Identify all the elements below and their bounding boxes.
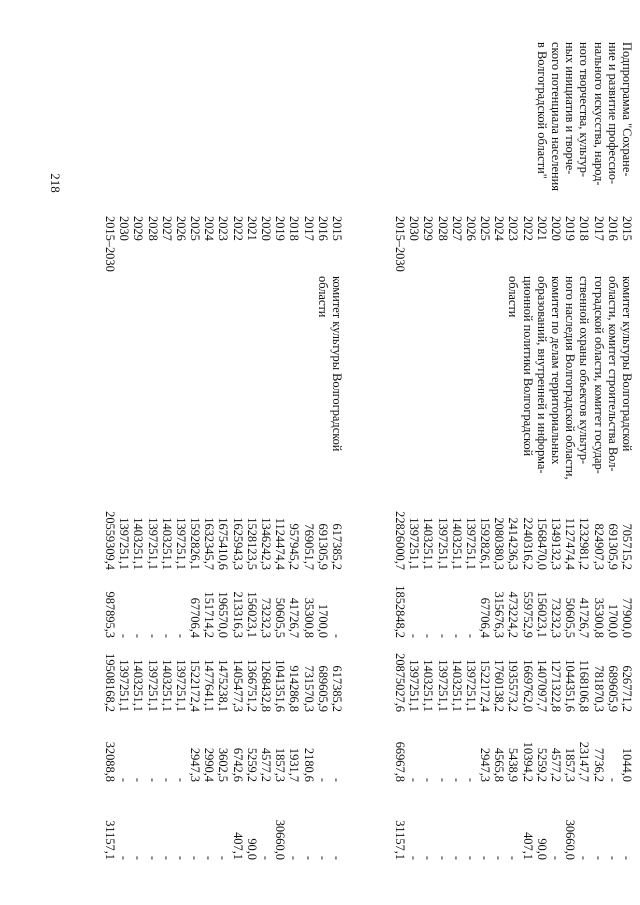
federal-cell: - [173,633,188,638]
total-cell: 1397251,1 [435,517,450,570]
extra-cell: - [449,855,464,860]
block2-extra [103,802,344,860]
total-cell: 1346242,3 [259,517,274,570]
executor-line: образований, внутренней и информа- [534,276,549,474]
total-cell: 1675410,6 [216,517,231,570]
executor-line: области [506,276,521,318]
local-cell: - [435,777,450,782]
federal-cell: 41726,7 [287,597,302,638]
executor-line: ственной охраны объектов культур- [577,276,592,465]
year-cell: 2018 [287,216,302,241]
total-cell: 1592826,1 [188,517,203,570]
regional-cell: 1403251,1 [131,659,146,712]
regional-cell: 20875027,6 [393,653,407,712]
block2-executor [316,276,344,498]
regional-cell: 731570,3 [301,665,316,712]
extra-cell: - [202,855,217,860]
total-cell: 2414236,3 [506,517,521,570]
local-cell: 32088,8 [103,741,117,782]
regional-cell: 1366751,2 [244,659,259,712]
local-cell: - [449,777,464,782]
regional-cell: 1397251,1 [435,659,450,712]
federal-cell: 41726,7 [577,597,592,638]
federal-cell: 67706,4 [188,597,203,638]
regional-cell: 1407097,7 [534,659,549,712]
local-cell: 2947,3 [478,747,493,782]
year-cell: 2015–2030 [103,216,117,272]
total-cell: 1397251,1 [407,517,422,570]
year-cell: 2030 [407,216,422,241]
year-cell: 2020 [549,216,564,241]
federal-cell: 1852848,2 [393,585,407,638]
year-cell: 2021 [534,216,549,241]
local-cell: - [131,777,146,782]
total-cell: 2080380,3 [492,517,507,570]
block1-local [393,720,634,782]
federal-cell: 73232,3 [549,597,564,638]
total-cell: 1592826,1 [478,517,493,570]
block2-total [103,502,344,570]
local-cell: - [117,777,132,782]
executor-line: комитет культуры Волгоградской [330,276,344,452]
extra-cell: - [131,855,146,860]
federal-cell: 315676,3 [492,591,507,638]
year-cell: 2024 [202,216,217,241]
extra-cell: - [549,855,564,860]
year-cell: 2019 [273,216,288,241]
rotated-table-page [80,40,640,880]
federal-cell: 50605,5 [563,597,578,638]
total-cell: 1397251,1 [117,517,132,570]
extra-cell: - [301,855,316,860]
year-cell: 2022 [230,216,245,241]
federal-cell: - [145,633,160,638]
year-cell: 2020 [259,216,274,241]
federal-cell: 35300,8 [591,597,606,638]
local-cell: 5438,9 [506,747,521,782]
extra-cell: - [591,855,606,860]
executor-line: гоградской области, комитет государ- [591,276,606,474]
total-cell: 691305,9 [315,523,330,570]
federal-cell: - [435,633,450,638]
extra-cell: - [117,855,132,860]
year-cell: 2028 [145,216,160,241]
regional-cell: 1669762,0 [520,659,535,712]
total-cell: 769051,7 [301,523,316,570]
year-cell: 2024 [492,216,507,241]
year-cell: 2016 [605,216,620,241]
regional-cell: 1475238,1 [216,659,231,712]
total-cell: 1403251,1 [131,517,146,570]
local-cell: 5259,2 [534,747,549,782]
total-cell: 957945,2 [287,523,302,570]
total-cell: 1397251,1 [145,517,160,570]
year-cell: 2022 [520,216,535,241]
extra-cell: - [478,855,493,860]
year-cell: 2023 [506,216,521,241]
regional-cell: 1403251,1 [421,659,436,712]
regional-cell: 1935573,2 [506,659,521,712]
year-cell: 2025 [478,216,493,241]
regional-cell: 689605,9 [315,665,330,712]
total-cell: 617385,2 [330,523,344,570]
year-cell: 2030 [117,216,132,241]
total-cell: 1124474,4 [273,517,288,570]
year-cell: 2027 [159,216,174,241]
local-cell: 4577,2 [549,747,564,782]
total-cell: 2240316,2 [520,517,535,570]
federal-cell: 1700,0 [605,603,620,638]
total-cell: 1397251,1 [173,517,188,570]
regional-cell: 1760138,2 [492,659,507,712]
extra-cell: - [506,855,521,860]
year-cell: 2029 [421,216,436,241]
extra-cell: - [259,855,274,860]
year-cell: 2018 [577,216,592,241]
extra-cell: - [577,855,592,860]
extra-cell: 30660,0 [563,819,578,860]
regional-cell: 689605,9 [605,665,620,712]
year-cell: 2015 [620,216,634,241]
federal-cell: - [449,633,464,638]
year-cell: 2015 [330,216,344,241]
year-cell: 2017 [591,216,606,241]
subprogram-line: нального искусства, народ- [591,42,606,186]
extra-cell: 31157,1 [393,820,407,860]
local-cell: 66967,8 [393,741,407,782]
local-cell: - [463,777,478,782]
year-cell: 2021 [244,216,259,241]
regional-cell: 1168106,8 [577,659,592,712]
extra-cell: 407,1 [520,832,535,860]
local-cell: 4577,2 [259,747,274,782]
extra-cell: - [188,855,203,860]
federal-cell: - [159,633,174,638]
federal-cell: 151714,2 [202,591,217,638]
local-cell: 2180,6 [301,747,316,782]
federal-cell: - [117,633,132,638]
extra-cell: - [173,855,188,860]
local-cell: 23147,7 [577,741,592,782]
total-cell: 1397251,1 [463,517,478,570]
federal-cell: 156023,1 [534,591,549,638]
local-cell: 3602,5 [216,747,231,782]
extra-cell: 90,0 [534,838,549,860]
extra-cell: - [330,855,344,860]
local-cell: 1044,0 [620,747,634,782]
regional-cell: 1397251,1 [407,659,422,712]
local-cell: 1857,3 [273,747,288,782]
year-cell: 2019 [563,216,578,241]
subprogram-line: в Волгоградской области" [534,42,549,179]
regional-cell: 1397251,1 [463,659,478,712]
extra-cell: 30660,0 [273,819,288,860]
federal-cell: 196570,0 [216,591,231,638]
year-cell: 2016 [315,216,330,241]
total-cell: 1632345,7 [202,517,217,570]
total-cell: 1403251,1 [421,517,436,570]
regional-cell: 1403251,1 [159,659,174,712]
executor-line: области [315,276,330,318]
total-cell: 1403251,1 [159,517,174,570]
extra-cell: - [463,855,478,860]
regional-cell: 1268432,8 [259,659,274,712]
local-cell: 2947,3 [188,747,203,782]
executor-line: области, комитет строительства Вол- [605,276,620,472]
regional-cell: 1522172,4 [478,659,493,712]
federal-cell: 73232,3 [259,597,274,638]
local-cell: 1931,7 [287,747,302,782]
total-cell: 1528123,5 [244,517,259,570]
block1-extra [393,802,634,860]
block1-regional [393,638,634,712]
block2-local [103,720,344,782]
local-cell: 4565,8 [492,747,507,782]
total-cell: 1568470,0 [534,517,549,570]
federal-cell: - [407,633,422,638]
regional-cell: 19508168,2 [103,653,117,712]
block2-years [103,216,344,272]
federal-cell: 1700,0 [315,603,330,638]
federal-cell: - [131,633,146,638]
block1-total [393,502,634,570]
page-number: 218 [48,173,63,193]
federal-cell: - [330,633,344,638]
extra-cell: - [407,855,422,860]
total-cell: 1403251,1 [449,517,464,570]
local-cell: 6742,6 [230,747,245,782]
federal-cell: 50605,5 [273,597,288,638]
local-cell: 2990,4 [202,747,217,782]
regional-cell: 914286,8 [287,665,302,712]
federal-cell: 67706,4 [478,597,493,638]
regional-cell: 1041351,6 [273,659,288,712]
year-cell: 2027 [449,216,464,241]
local-cell: 10394,2 [520,741,535,782]
federal-cell: 156023,1 [244,591,259,638]
regional-cell: 626771,2 [620,665,634,712]
local-cell: 1857,3 [563,747,578,782]
total-cell: 705715,2 [620,523,634,570]
local-cell: - [173,777,188,782]
federal-cell: 473224,2 [506,591,521,638]
extra-cell: - [605,855,620,860]
year-cell: 2026 [173,216,188,241]
extra-cell: - [287,855,302,860]
local-cell: - [421,777,436,782]
subprogram-line: ского потенциала населения [549,42,564,191]
federal-cell: 213316,3 [230,591,245,638]
extra-cell: - [421,855,436,860]
year-cell: 2023 [216,216,231,241]
regional-cell: 1044351,6 [563,659,578,712]
regional-cell: 1397251,1 [117,659,132,712]
total-cell: 1232981,2 [577,517,592,570]
year-cell: 2028 [435,216,450,241]
local-cell: - [407,777,422,782]
year-cell: 2026 [463,216,478,241]
local-cell: - [605,777,620,782]
subprogram-line: Подпрограмма "Сохране- [620,42,634,177]
total-cell: 22826000,7 [393,511,407,570]
extra-cell: - [435,855,450,860]
total-cell: 1349132,3 [549,517,564,570]
year-cell: 2017 [301,216,316,241]
regional-cell: 1522172,4 [188,659,203,712]
extra-cell: - [145,855,160,860]
total-cell: 1127474,4 [563,517,578,570]
regional-cell: 1397251,1 [173,659,188,712]
extra-cell: - [216,855,231,860]
executor-line: комитет культуры Волгоградской [620,276,634,452]
total-cell: 824907,3 [591,523,606,570]
extra-cell: 90,0 [244,838,259,860]
extra-cell: - [492,855,507,860]
extra-cell: - [159,855,174,860]
regional-cell: 1477641,1 [202,659,217,712]
extra-cell: - [620,855,634,860]
regional-cell: 1403251,1 [449,659,464,712]
year-cell: 2029 [131,216,146,241]
regional-cell: 617385,2 [330,665,344,712]
federal-cell: - [463,633,478,638]
regional-cell: 1405477,3 [230,659,245,712]
block1-executor [506,276,634,498]
extra-cell: - [315,855,330,860]
federal-cell: 35300,8 [301,597,316,638]
subprogram-line: ных инициатив и творче- [563,42,578,175]
executor-line: комитет по делам территориальных [549,276,564,465]
total-cell: 1625943,3 [230,517,245,570]
subprogram-line: ного творчества, культур- [577,42,592,178]
local-cell: 7736,2 [591,747,606,782]
federal-cell: 987895,3 [103,591,117,638]
local-cell: - [330,777,344,782]
year-cell: 2015–2030 [393,216,407,272]
subprogram-name [535,42,634,210]
executor-line: ционной политики Волгоградской [520,276,535,457]
subprogram-line: ние и развитие профессио- [605,42,620,185]
block2-federal [103,570,344,638]
extra-cell: 31157,1 [103,820,117,860]
local-cell: - [145,777,160,782]
year-cell: 2025 [188,216,203,241]
total-cell: 20559309,4 [103,511,117,570]
block1-years [393,216,634,272]
extra-cell: 407,1 [230,832,245,860]
local-cell: - [159,777,174,782]
total-cell: 691305,9 [605,523,620,570]
regional-cell: 1271322,8 [549,659,564,712]
federal-cell: - [421,633,436,638]
block1-federal [393,570,634,638]
executor-line: ного наследия Волгоградской области, [563,276,578,480]
block2-regional [103,638,344,712]
local-cell: - [315,777,330,782]
regional-cell: 1397251,1 [145,659,160,712]
local-cell: 5259,2 [244,747,259,782]
federal-cell: 559752,9 [520,591,535,638]
federal-cell: 77900,0 [620,597,634,638]
regional-cell: 781870,3 [591,665,606,712]
